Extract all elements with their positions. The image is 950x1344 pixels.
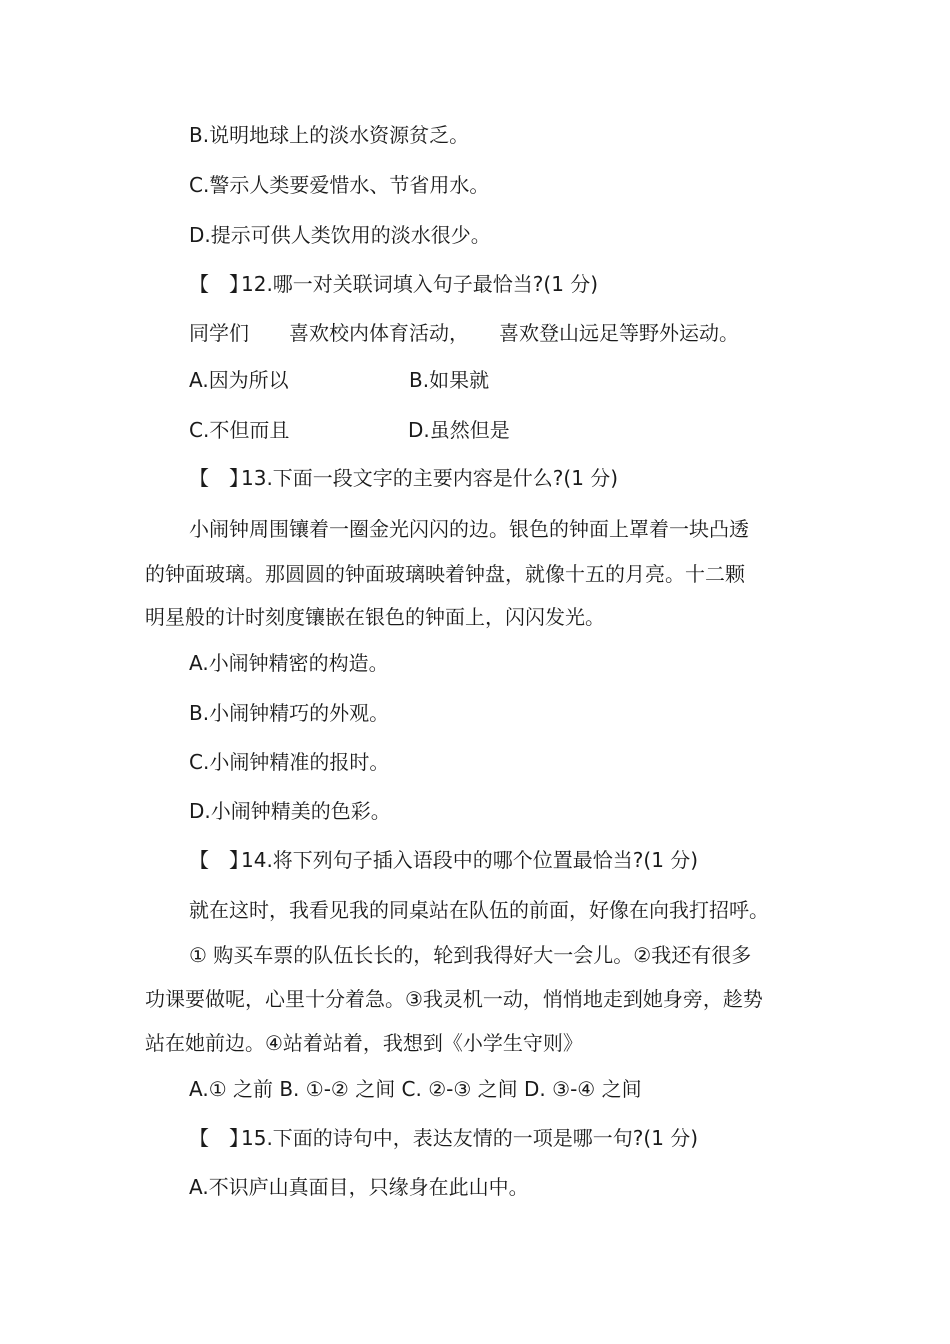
passage-13-line-3: 明星般的计时刻度镶嵌在银色的钟面上，闪闪发光。 <box>145 605 605 629</box>
passage-13-line-2: 的钟面玻璃。那圆圆的钟面玻璃映着钟盘，就像十五的月亮。十二颗 <box>145 562 745 586</box>
option-b-q12: B.如果就 <box>409 368 490 392</box>
option-b-q13: B.小闹钟精巧的外观。 <box>189 701 390 725</box>
answer-bracket: 【 】 <box>189 466 249 490</box>
question-12-sentence: 同学们 喜欢校内体育活动， 喜欢登山远足等野外运动。 <box>189 321 739 345</box>
answer-bracket: 【 】 <box>189 848 249 872</box>
question-13 <box>189 464 618 492</box>
question-15 <box>189 1124 698 1152</box>
passage-14-line-2: 功课要做呢，心里十分着急。③我灵机一动，悄悄地走到她身旁，趁势 <box>145 987 763 1011</box>
option-c-q13: C.小闹钟精准的报时。 <box>189 750 390 774</box>
options-q14: A.① 之前 B. ①-② 之间 C. ②-③ 之间 D. ③-④ 之间 <box>189 1077 642 1101</box>
option-d-q11: D.提示可供人类饮用的淡水很少。 <box>189 223 491 247</box>
passage-14-line-3: 站在她前边。④站着站着，我想到《小学生守则》 <box>145 1031 583 1055</box>
question-12 <box>189 270 598 298</box>
question-14-text: 14.将下列句子插入语段中的哪个位置最恰当?(1 分) <box>241 848 699 872</box>
option-a-q15: A.不识庐山真面目，只缘身在此山中。 <box>189 1175 529 1199</box>
option-a-q12: A.因为所以 <box>189 368 289 392</box>
answer-bracket: 【 】 <box>189 1126 249 1150</box>
passage-14-line-1: ① 购买车票的队伍长长的，轮到我得好大一会儿。②我还有很多 <box>189 943 752 967</box>
option-b-q11: B.说明地球上的淡水资源贫乏。 <box>189 123 470 147</box>
option-c-q12: C.不但而且 <box>189 418 290 442</box>
question-13-text: 13.下面一段文字的主要内容是什么?(1 分) <box>241 466 619 490</box>
answer-bracket: 【 】 <box>189 272 249 296</box>
question-12-text: 12.哪一对关联词填入句子最恰当?(1 分) <box>241 272 599 296</box>
option-c-q11: C.警示人类要爱惜水、节省用水。 <box>189 173 490 197</box>
question-15-text: 15.下面的诗句中，表达友情的一项是哪一句?(1 分) <box>241 1126 699 1150</box>
option-d-q12: D.虽然但是 <box>408 418 510 442</box>
option-d-q13: D.小闹钟精美的色彩。 <box>189 799 391 823</box>
passage-13-line-1: 小闹钟周围镶着一圈金光闪闪的边。银色的钟面上罩着一块凸透 <box>189 517 749 541</box>
option-a-q13: A.小闹钟精密的构造。 <box>189 651 389 675</box>
insert-sentence-14: 就在这时，我看见我的同桌站在队伍的前面，好像在向我打招呼。 <box>189 898 769 922</box>
question-14 <box>189 846 698 874</box>
